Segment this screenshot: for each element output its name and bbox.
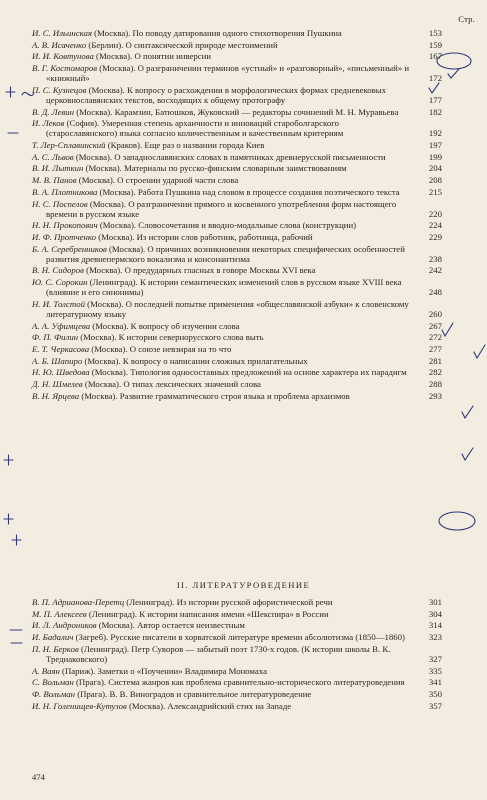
plus-mark-267: [4, 455, 13, 465]
toc-title: (Москва). Александрийский стих на Западе: [126, 700, 292, 711]
toc-entry: [32, 701, 442, 711]
toc-entry: [32, 391, 442, 401]
toc-title: (Ленинград). К истории написания имени «Шекспира» в России: [86, 608, 329, 619]
toc-page-number: 281: [414, 356, 442, 366]
toc-entry: [32, 367, 442, 377]
circle-mark-282: [439, 512, 475, 530]
toc-author: М. П. Алексеев: [32, 608, 87, 619]
toc-author: И. И. Ковтунова: [32, 51, 94, 62]
toc-page-number: 242: [414, 265, 442, 275]
toc-title: (Москва). К вопросу об изучении слова: [90, 320, 240, 331]
toc-page-number: 304: [414, 609, 442, 619]
toc-entry: [32, 689, 442, 699]
toc-author: И. Л. Андроников: [32, 620, 97, 631]
toc-title: (Берлин). О синтаксической природе местоимений: [86, 39, 278, 50]
toc-entry-text: [32, 344, 442, 354]
toc-entry-text: [32, 299, 442, 319]
toc-entry-text: [32, 187, 442, 197]
plus-mark-172: [6, 87, 15, 97]
toc-title: (Москва). О разграничении прямого и косвенного употребления форм настоящего времени в русском языке: [46, 198, 397, 219]
toc-author: Е. Т. Черкасова: [32, 344, 90, 355]
toc-entry-text: [32, 332, 442, 342]
toc-entry-text: [32, 632, 442, 642]
tick-mark-248: [462, 406, 473, 418]
toc-entry: [32, 220, 442, 230]
plus-mark-288: [12, 535, 21, 545]
toc-title: (Москва). Материалы по русско-финским словарным заимствованиям: [83, 163, 347, 174]
toc-entry: [32, 163, 442, 173]
toc-author: В. А. Плотникова: [32, 186, 98, 197]
toc-title: (Москва). По поводу датирования одного стихотворения Пушкина: [91, 28, 342, 38]
toc-author: Ю. С. Сорокин: [32, 277, 88, 288]
toc-page-number: 301: [414, 597, 442, 607]
toc-page-number: 248: [414, 287, 442, 297]
toc-title: (Москва). Карамзин, Батюшков, Жуковский — редакторы сочинений М. Н. Муравьева: [74, 106, 399, 117]
toc-author: Н. И. Толстой: [32, 298, 85, 309]
toc-title: (Москва). О строении ударной части слова: [76, 175, 239, 186]
toc-entry-text: [32, 28, 442, 38]
toc-entry: [32, 118, 442, 138]
toc-page-number: 282: [414, 367, 442, 377]
toc-author: М. В. Панов: [32, 175, 77, 186]
toc-entry: [32, 332, 442, 342]
toc-entry-text: [32, 677, 442, 687]
toc-entry: [32, 277, 442, 297]
toc-entry-text: [32, 118, 442, 138]
toc-entry: [32, 299, 442, 319]
toc-list-linguistics: [32, 28, 442, 403]
toc-list-literature: [32, 597, 442, 712]
toc-entry: [32, 666, 442, 676]
toc-entry: [32, 232, 442, 242]
toc-entry-text: [32, 163, 442, 173]
toc-page-number: 177: [414, 95, 442, 105]
toc-entry-text: [32, 40, 442, 50]
toc-entry: [32, 63, 442, 83]
toc-title: (Прага). Система жанров как проблема сравнительно-исторического литературоведения: [73, 677, 405, 688]
toc-entry: [32, 107, 442, 117]
toc-entry: [32, 187, 442, 197]
toc-title: (Москва). Типология односоставных предложений на основе характера их парадигм: [89, 367, 407, 378]
toc-author: Т. Лер-Сплавинский: [32, 140, 106, 151]
toc-entry-text: [32, 666, 442, 676]
tick-mark-229: [474, 345, 485, 358]
toc-entry: [32, 321, 442, 331]
toc-entry: [32, 677, 442, 687]
toc-author: А. Ваян: [32, 665, 60, 676]
toc-author: В. П. Адрианова-Перетц: [32, 597, 125, 607]
toc-entry-text: [32, 321, 442, 331]
toc-page-number: 199: [414, 152, 442, 162]
toc-title: (Краков). Еще раз о названии города Киев: [105, 140, 265, 151]
toc-page-number: 323: [414, 632, 442, 642]
toc-page-number: 208: [414, 175, 442, 185]
toc-title: (Москва). О предударных гласных в говоре Москвы XVI века: [83, 265, 316, 276]
toc-author: Ф. Вольман: [32, 688, 76, 699]
toc-entry: [32, 265, 442, 275]
toc-entry-text: [32, 140, 442, 150]
tick-mark-167: [448, 69, 459, 78]
toc-title: (Загреб). Русские писатели в хорватской литературе времени абсолютизма (1850—1860): [73, 632, 405, 643]
toc-author: И. Ф. Протченко: [32, 232, 97, 242]
toc-page-number: 204: [414, 163, 442, 173]
toc-page-number: 267: [414, 321, 442, 331]
toc-title: (Москва). Автор остается неизвестным: [96, 620, 245, 631]
toc-entry-text: [32, 152, 442, 162]
toc-page-number: 314: [414, 620, 442, 630]
toc-title: (Ленинград). К истории семантических изменений слов в русском языке XVIII века (влияние и его синонимы): [46, 277, 402, 298]
toc-title: (Москва). О союзе невзирая на то что: [89, 344, 232, 355]
toc-title: (Париж). Заметки о «Поучении» Владимира Мономаха: [59, 665, 267, 676]
tick-mark-267: [462, 448, 473, 460]
toc-title: (Ленинград). Из истории русской афористической речи: [124, 597, 333, 607]
toc-author: С. Вольман: [32, 677, 74, 688]
toc-author: И. Леков: [32, 118, 65, 129]
toc-page-number: 197: [414, 140, 442, 150]
toc-page-number: 288: [414, 379, 442, 389]
toc-page-number: 167: [414, 51, 442, 61]
toc-author: Н. Н. Прокопович: [32, 220, 98, 231]
page-number: 474: [32, 772, 45, 782]
section-title: II. ЛИТЕРАТУРОВЕДЕНИЕ: [176, 580, 311, 590]
toc-author: А. С. Львов: [32, 151, 74, 162]
toc-page-number: 215: [414, 187, 442, 197]
toc-page-number: 192: [414, 128, 442, 138]
plus-mark-282: [4, 514, 13, 524]
toc-entry: [32, 244, 442, 264]
toc-entry: [32, 140, 442, 150]
toc-author: В. Г. Костомаров: [32, 63, 98, 74]
toc-title: (Москва). К вопросу о расхождении в морфологических формах средневековых церковнославянских текстов, восходящих к общему протографу: [46, 84, 387, 105]
toc-author: В. Д. Левин: [32, 106, 74, 117]
toc-author: Д. Н. Шмелев: [32, 379, 83, 390]
toc-entry: [32, 356, 442, 366]
tick-mark-224: [442, 323, 453, 336]
toc-entry-text: [32, 199, 442, 219]
toc-author: В. Н. Сидоров: [32, 265, 84, 276]
toc-page-number: 335: [414, 666, 442, 676]
toc-entry: [32, 28, 442, 38]
toc-author: Н. Ю. Шведова: [32, 367, 90, 378]
toc-entry: [32, 379, 442, 389]
toc-title: (Москва). Словосочетания и вводно-модальные слова (конструкции): [97, 220, 357, 231]
toc-page-number: 327: [414, 654, 442, 664]
toc-entry-text: [32, 277, 442, 297]
toc-entry-text: [32, 232, 442, 242]
toc-entry-text: [32, 620, 442, 630]
toc-author: Б. А. Серебренников: [32, 243, 107, 254]
toc-page-number: 272: [414, 332, 442, 342]
toc-title: (Москва). К истории севернорусского слова выть: [78, 332, 264, 343]
toc-entry: [32, 85, 442, 105]
toc-page-number: 293: [414, 391, 442, 401]
toc-entry: [32, 597, 442, 607]
toc-page-number: 153: [414, 28, 442, 38]
toc-entry: [32, 199, 442, 219]
toc-entry: [32, 175, 442, 185]
toc-page-number: 159: [414, 40, 442, 50]
toc-author: П. С. Кузнецов: [32, 84, 87, 95]
toc-entry: [32, 152, 442, 162]
toc-title: (Москва). О причинах возникновения некоторых специфических особенностей развития древнепермского вокализма и консонантизма: [46, 243, 405, 264]
toc-entry-text: [32, 107, 442, 117]
toc-entry: [32, 40, 442, 50]
toc-title: (Москва). О типах лексических значений слова: [82, 379, 261, 390]
toc-page-number: 172: [414, 73, 442, 83]
toc-entry: [32, 632, 442, 642]
toc-entry-text: [32, 220, 442, 230]
toc-author: Ф. П. Филин: [32, 332, 79, 343]
toc-entry-text: [32, 51, 442, 61]
toc-page-number: 357: [414, 701, 442, 711]
toc-title: (Москва). Развитие грамматического строя языка и проблема архаизмов: [79, 390, 350, 401]
toc-page-number: 220: [414, 209, 442, 219]
toc-page-number: 260: [414, 309, 442, 319]
toc-entry: [32, 620, 442, 630]
page-column-header: Стр.: [458, 14, 475, 24]
toc-author: И. С. Ильинская: [32, 28, 92, 38]
toc-title: (Москва). К вопросу о написании сложных прилагательных: [82, 355, 308, 366]
toc-author: А. В. Исаченко: [32, 39, 87, 50]
toc-entry-text: [32, 597, 442, 607]
toc-author: И. Н. Голенищев-Кутузов: [32, 700, 127, 711]
toc-entry-text: [32, 356, 442, 366]
toc-entry-text: [32, 379, 442, 389]
toc-entry-text: [32, 367, 442, 377]
toc-entry-text: [32, 175, 442, 185]
toc-page-number: 350: [414, 689, 442, 699]
toc-entry-text: [32, 63, 442, 83]
toc-title: (София). Умеренная степень архаичности и инноваций староболгарского (старославянского) языка согласно количественным и качественным критериям: [46, 118, 344, 139]
toc-author: А. А. Уфимцева: [32, 320, 91, 331]
toc-author: В. И. Лыткин: [32, 163, 84, 174]
circle-mark-159: [437, 53, 471, 69]
toc-entry: [32, 51, 442, 61]
toc-title: (Москва). О разграничении терминов «устный» и «разговорный», «письменный» и «книжный»: [46, 63, 410, 84]
toc-entry: [32, 609, 442, 619]
toc-title: (Москва). О понятии инверсии: [93, 51, 212, 62]
toc-entry-text: [32, 701, 442, 711]
toc-page-number: 277: [414, 344, 442, 354]
toc-page-number: 341: [414, 677, 442, 687]
toc-title: (Москва). Работа Пушкина над словом в процессе создания поэтического текста: [97, 186, 400, 197]
toc-entry-text: [32, 609, 442, 619]
toc-entry-text: [32, 644, 442, 664]
toc-page-number: 229: [414, 232, 442, 242]
toc-author: В. Н. Ярцева: [32, 390, 80, 401]
toc-title: (Прага). В. В. Виноградов и сравнительное литературоведение: [75, 688, 312, 699]
toc-entry: [32, 344, 442, 354]
toc-page-number: 238: [414, 254, 442, 264]
toc-entry-text: [32, 85, 442, 105]
toc-title: (Москва). О последней попытке применения «общеславянской азбуки» к словенскому литературному языку: [46, 298, 409, 320]
toc-page-number: 224: [414, 220, 442, 230]
toc-entry-text: [32, 265, 442, 275]
toc-entry-text: [32, 391, 442, 401]
toc-page-number: 182: [414, 107, 442, 117]
toc-author: Н. С. Поспелов: [32, 198, 88, 209]
toc-title: (Москва). О западнославянских словах в памятниках древнерусской письменности: [73, 151, 386, 162]
toc-entry-text: [32, 689, 442, 699]
toc-title: (Ленинград). Петр Суворов — забытый поэт 1730-х годов. (К истории школы В. К. Тредиаковского): [46, 643, 391, 664]
toc-title: (Москва). Из истории слов работник, работница, рабочий: [96, 232, 313, 242]
toc-author: А. Б. Шапиро: [32, 355, 83, 366]
toc-author: И. Бадалич: [32, 632, 74, 643]
toc-entry-text: [32, 244, 442, 264]
toc-entry: [32, 644, 442, 664]
toc-author: П. Н. Берков: [32, 643, 79, 654]
